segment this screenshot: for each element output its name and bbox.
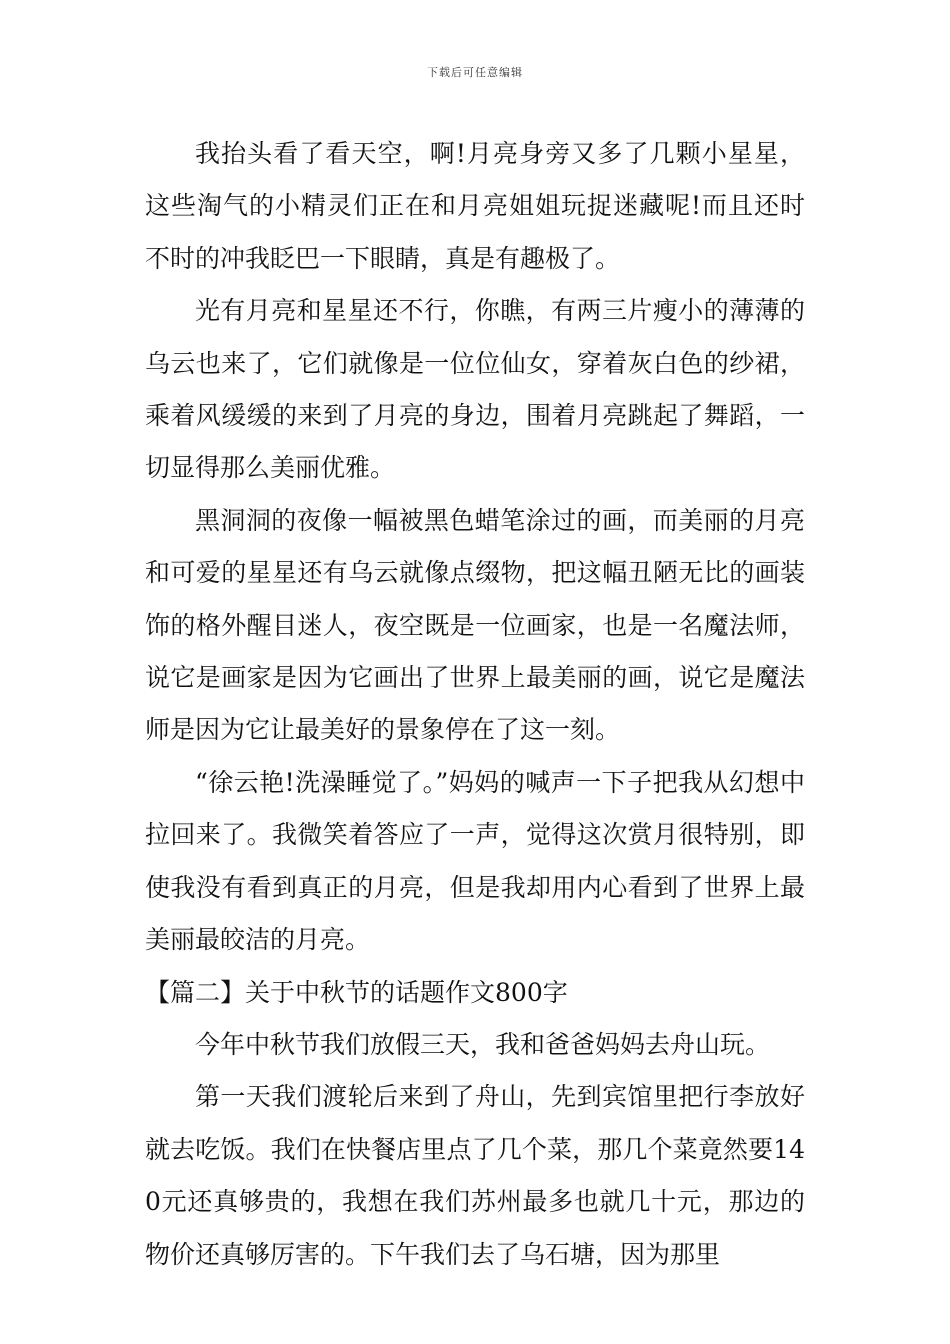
paragraph-stars: 我抬头看了看天空，啊!月亮身旁又多了几颗小星星，这些淘气的小精灵们正在和月亮姐姐玩捉迷藏呢!而且还时不时的冲我眨巴一下眼睛，真是有趣极了。 — [145, 139, 805, 273]
paragraph-night-sky: 黑洞洞的夜像一幅被黑色蜡笔涂过的画，而美丽的月亮和可爱的星星还有乌云就像点缀物，把这幅丑陋无比的画装饰的格外醒目迷人，夜空既是一位画家，也是一名魔法师，说它是画家是因为它画出了世界上最美丽的画，说它是魔法师是因为它让最美好的景象停在了这一刻。 — [145, 505, 805, 745]
paragraph-clouds: 光有月亮和星星还不行，你瞧，有两三片瘦小的薄薄的乌云也来了，它们就像是一位位仙女，穿着灰白色的纱裙，乘着风缓缓的来到了月亮的身边，围着月亮跳起了舞蹈，一切显得那么美丽优雅。 — [145, 296, 805, 483]
paragraph-holiday: 今年中秋节我们放假三天，我和爸爸妈妈去舟山玩。 — [195, 1029, 771, 1059]
paragraph-zhoushan-day-one: 第一天我们渡轮后来到了舟山，先到宾馆里把行李放好就去吃饭。我们在快餐店里点了几个菜，那几个菜竟然要140元还真够贵的，我想在我们苏州最多也就几十元，那边的物价还真够厉害的。下午我们去了乌石塘，因为那里 — [145, 1082, 805, 1269]
document-body — [145, 128, 805, 1281]
section-heading: 【篇二】关于中秋节的话题作文800字 — [145, 977, 568, 1007]
page-header: 下载后可任意编辑 — [427, 66, 523, 79]
paragraph-mom-calls: “徐云艳!洗澡睡觉了。”妈妈的喊声一下子把我从幻想中拉回来了。我微笑着答应了一声，觉得这次赏月很特别，即使我没有看到真正的月亮，但是我却用内心看到了世界上最美丽最皎洁的月亮。 — [145, 767, 805, 955]
